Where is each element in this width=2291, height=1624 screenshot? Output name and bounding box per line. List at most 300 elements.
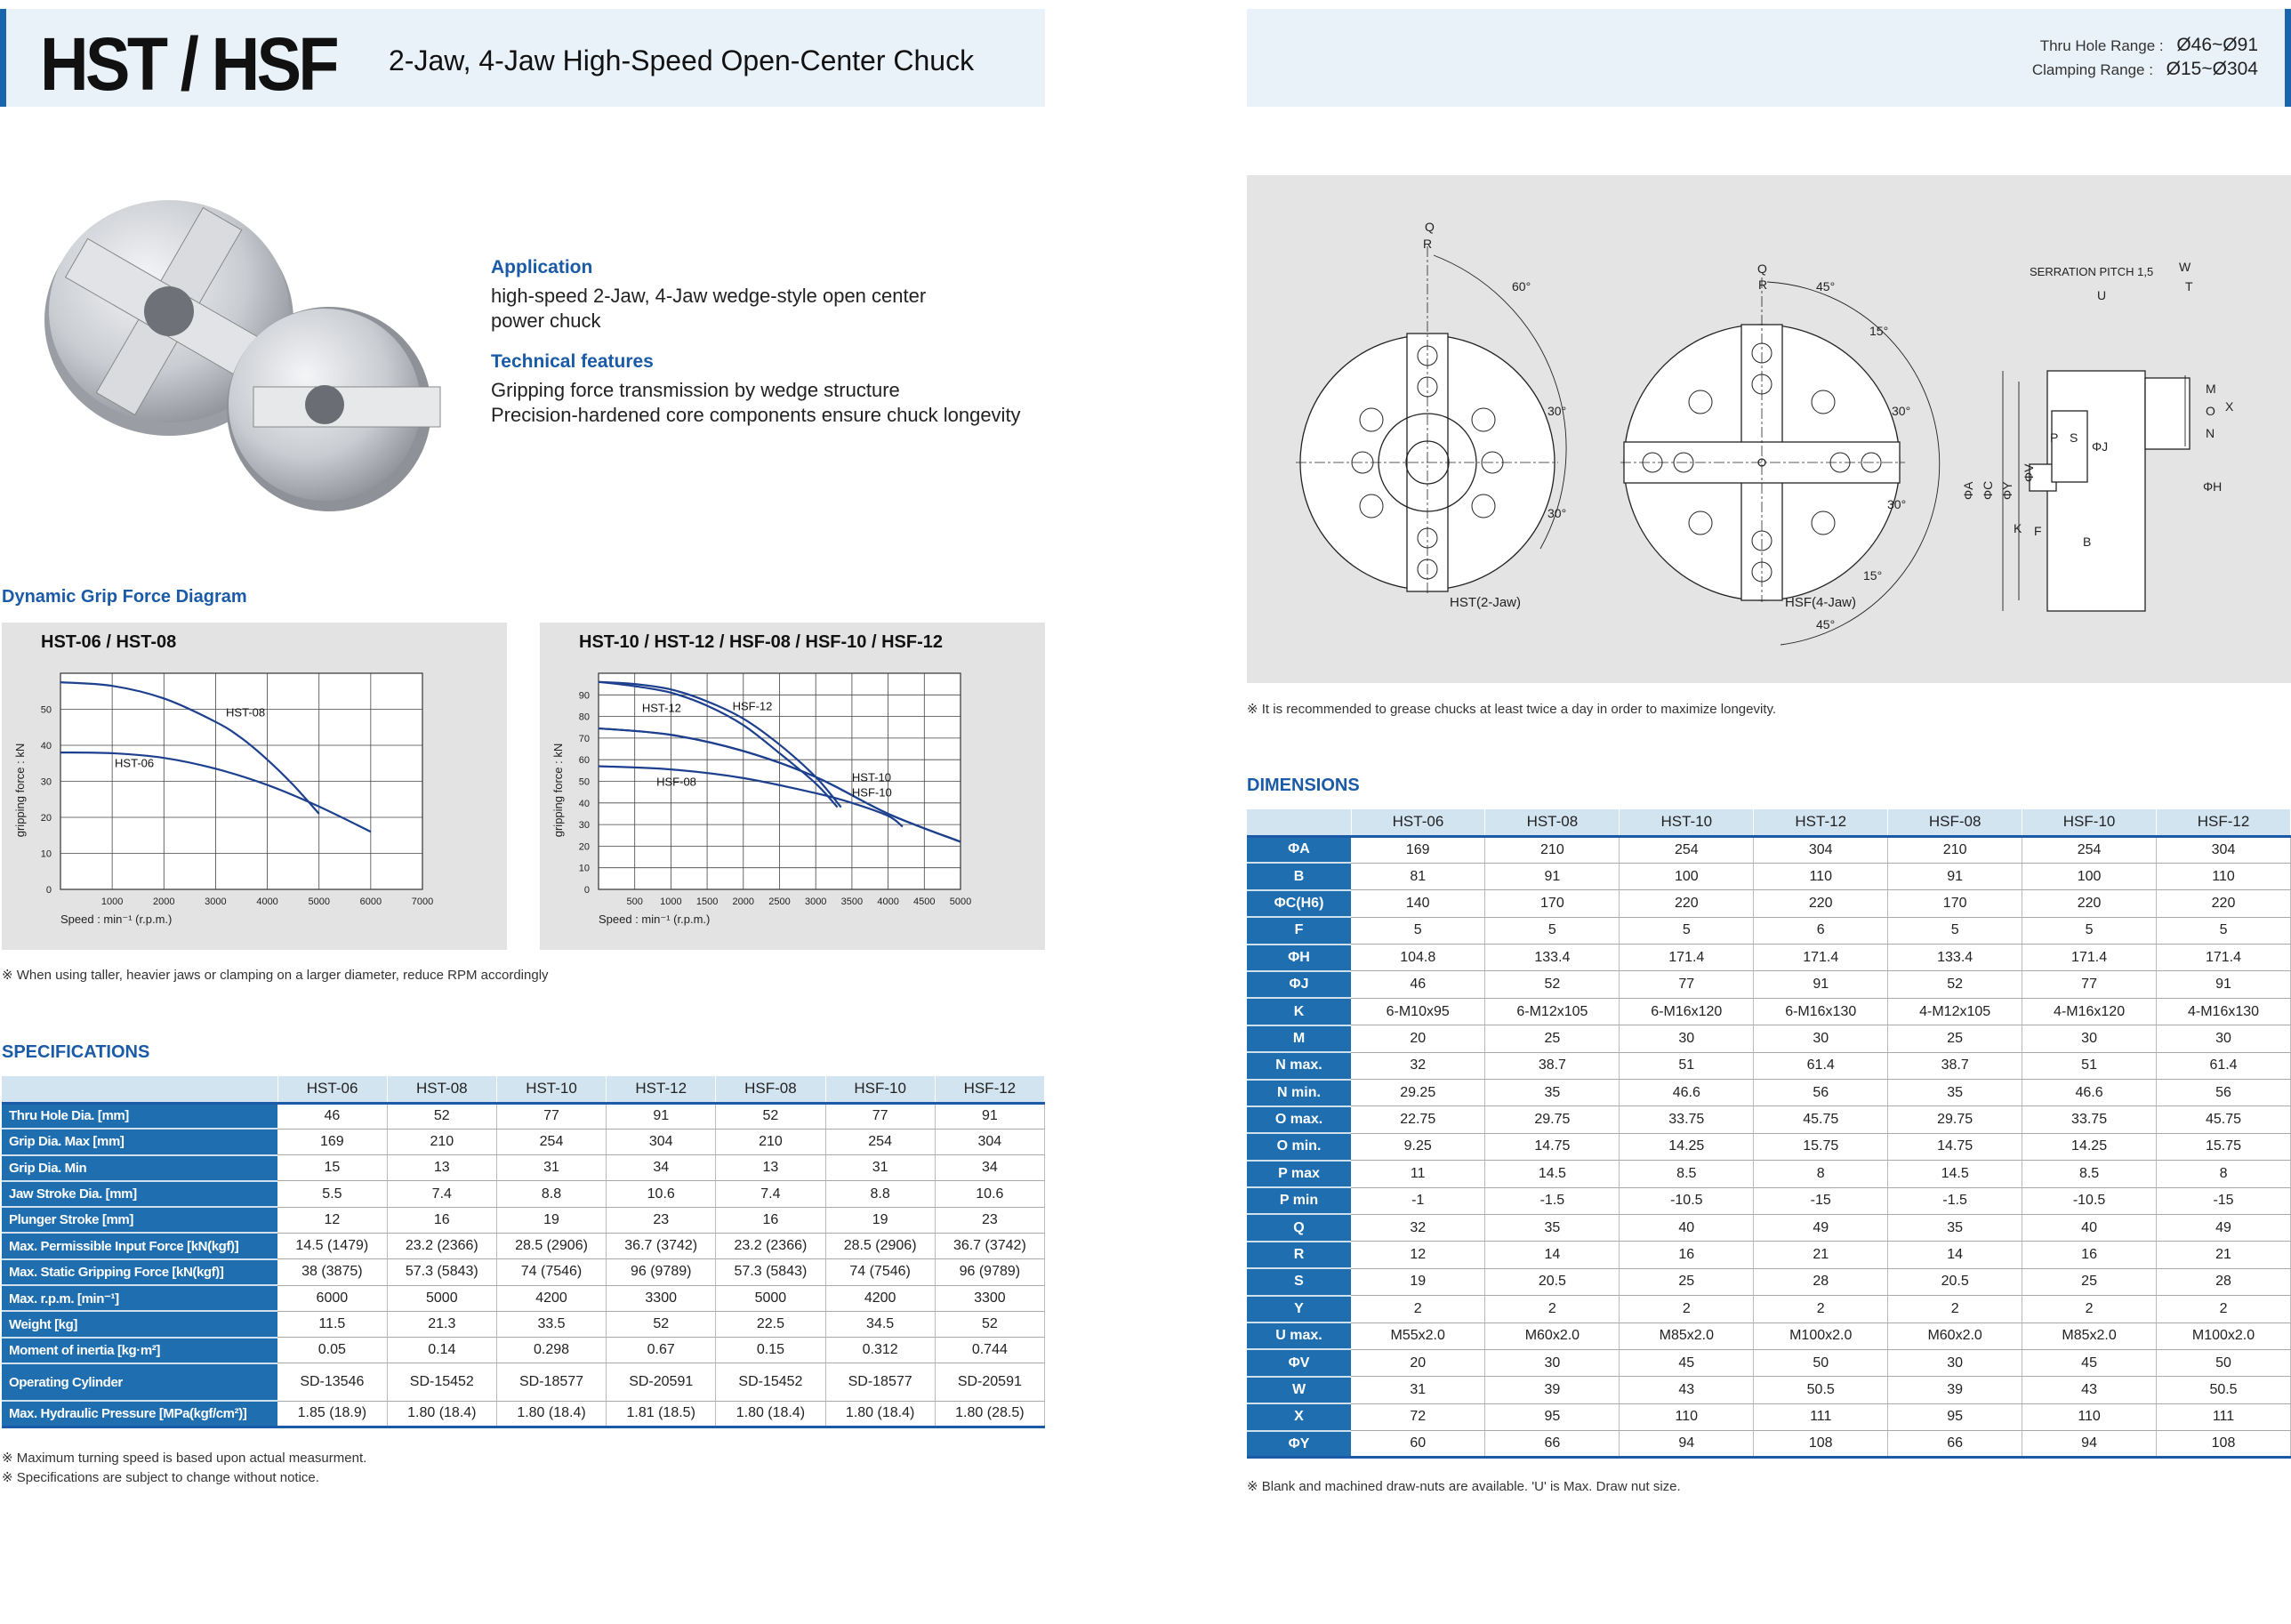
diagram-heading: Dynamic Grip Force Diagram [2,587,247,607]
table-cell: 4-M16x120 [2022,998,2157,1025]
table-cell: 77 [1620,971,1754,998]
table-cell: 14.5 [1888,1161,2022,1187]
table-cell: 22.75 [1351,1106,1485,1133]
table-cell: 12 [277,1207,387,1233]
table-cell: 1.80 (18.4) [825,1401,935,1427]
label-m: M [2206,382,2216,396]
table-cell: 5 [1620,917,1754,944]
table-cell: 43 [1620,1377,1754,1403]
table-cell: 30 [1888,1349,2022,1376]
y-tick-label: 90 [578,690,590,702]
table-cell: 56 [1754,1080,1888,1106]
label-j: ΦJ [2092,439,2109,454]
row-label: Plunger Stroke [mm] [2,1207,277,1233]
table-row [2,1155,1045,1181]
table-cell: 61.4 [2157,1052,2291,1079]
table-cell: 5.5 [277,1181,387,1207]
y-tick-label: 10 [578,863,590,874]
hsf-caption: HSF(4-Jaw) [1785,595,1857,610]
series-label: HST-12 [641,701,681,715]
table-cell: SD-15452 [716,1363,825,1401]
column-header: HST-10 [1620,809,1754,836]
table-cell: 23 [935,1207,1044,1233]
table-cell: 52 [1888,971,2022,998]
table-cell: 7.4 [716,1181,825,1207]
table-cell: 91 [1485,863,1620,889]
table-cell: 171.4 [2157,945,2291,971]
table-cell: 6-M10x95 [1351,998,1485,1025]
application-line: high-speed 2-Jaw, 4-Jaw wedge-style open center [491,285,927,307]
table-cell: 19 [1351,1268,1485,1295]
table-cell: 91 [1754,971,1888,998]
table-cell: 170 [1485,890,1620,917]
table-row [2,1285,1045,1311]
row-label: Q [1247,1214,1351,1241]
table-cell: 169 [277,1129,387,1154]
table-cell: 50 [1754,1349,1888,1376]
series-label: HSF-12 [732,699,773,713]
table-cell: 52 [1485,971,1620,998]
row-label: U max. [1247,1323,1351,1349]
table-cell: 34 [935,1155,1044,1181]
y-tick-label: 40 [40,741,52,752]
table-cell: 14.5 [1485,1161,1620,1187]
table-cell: 11.5 [277,1311,387,1337]
table-cell: 31 [825,1155,935,1181]
table-row [2,1233,1045,1258]
table-cell: 220 [2022,890,2157,917]
row-label: Y [1247,1296,1351,1323]
label-q: Q [1757,261,1767,276]
chart-title: HST-10 / HST-12 / HSF-08 / HSF-10 / HSF-12 [579,632,944,652]
spec-note: ※ Specifications are subject to change without notice. [2,1470,319,1485]
table-cell: 19 [496,1207,606,1233]
table-cell: 33.5 [496,1311,606,1337]
table-cell: 5 [2157,917,2291,944]
table-row [2,1181,1045,1207]
table-cell: 10.6 [607,1181,716,1207]
label-p: P [2050,430,2059,445]
table-cell: 25 [1620,1268,1754,1295]
table-cell: 38.7 [1485,1052,1620,1079]
label-r: R [1423,237,1433,251]
table-cell: 50.5 [1754,1377,1888,1403]
table-cell: M60x2.0 [1485,1323,1620,1349]
row-label: Max. Static Gripping Force [kN(kgf)] [2,1259,277,1285]
table-cell: 2 [2157,1296,2291,1323]
row-label: Jaw Stroke Dia. [mm] [2,1181,277,1207]
table-cell: 210 [1888,836,2022,863]
hst-front-view [1296,220,1566,610]
table-cell: 4-M16x130 [2157,998,2291,1025]
table-row [1247,1025,2291,1052]
table-cell: 108 [1754,1431,1888,1458]
y-tick-label: 50 [40,704,52,716]
table-cell: 81 [1351,863,1485,889]
table-row [2,1338,1045,1363]
table-cell: 25 [2022,1268,2157,1295]
thru-hole-label: Thru Hole Range [2039,37,2156,54]
table-cell: 304 [935,1129,1044,1154]
table-row [1247,1052,2291,1079]
y-tick-label: 80 [578,712,590,723]
table-cell: SD-18577 [496,1363,606,1401]
table-cell: 254 [1620,836,1754,863]
feature-line: Gripping force transmission by wedge structure [491,379,900,401]
table-cell: SD-20591 [935,1363,1044,1401]
table-cell: 46 [1351,971,1485,998]
column-header: HST-12 [1754,809,1888,836]
table-row [1247,863,2291,889]
table-cell: 28 [1754,1268,1888,1295]
table-cell: 8.5 [1620,1161,1754,1187]
table-cell: 49 [2157,1214,2291,1241]
table-cell: 72 [1351,1403,1485,1430]
row-label: Operating Cylinder [2,1363,277,1401]
table-cell: 91 [607,1103,716,1129]
x-tick-label: 4000 [877,896,899,907]
table-cell: 14.75 [1888,1133,2022,1160]
row-label: O max. [1247,1106,1351,1133]
table-row [1247,1377,2291,1403]
range-band [1247,9,2291,107]
table-cell: 30 [2022,1025,2157,1052]
table-row [1247,1403,2291,1430]
label-angle: 15° [1869,324,1889,338]
table-cell: 14.25 [1620,1133,1754,1160]
table-cell: 95 [1888,1403,2022,1430]
y-tick-label: 70 [578,733,590,744]
table-cell: 77 [496,1103,606,1129]
table-cell: 2 [1620,1296,1754,1323]
table-cell: 46.6 [1620,1080,1754,1106]
table-row [2,1103,1045,1129]
label-angle: 30° [1887,497,1907,511]
column-header: HST-10 [496,1076,606,1103]
table-cell: 45 [2022,1349,2157,1376]
diagram-note: ※ When using taller, heavier jaws or clamping on a larger diameter, reduce RPM accordingly [2,968,549,983]
table-cell: 23 [607,1207,716,1233]
series-label: HSF-10 [851,785,892,800]
table-cell: 133.4 [1485,945,1620,971]
column-header: HSF-10 [2022,809,2157,836]
table-cell: 35 [1485,1080,1620,1106]
table-cell: -15 [1754,1187,1888,1214]
application-heading: Application [491,257,593,277]
table-cell: 56 [2157,1080,2291,1106]
table-cell: 12 [1351,1242,1485,1268]
table-cell: 5 [1485,917,1620,944]
dimensions-heading: DIMENSIONS [1247,776,1360,795]
table-cell: 111 [2157,1403,2291,1430]
page-title: HST / HSF [40,22,337,106]
specifications-table [2,1076,1045,1428]
table-cell: 91 [1888,863,2022,889]
table-row [2,1129,1045,1154]
table-cell: 20.5 [1485,1268,1620,1295]
column-header: HSF-08 [1888,809,2022,836]
table-cell: 6000 [277,1285,387,1311]
x-tick-label: 7000 [411,896,434,907]
table-cell: -1.5 [1485,1187,1620,1214]
table-row [1247,1133,2291,1160]
table-cell: 28.5 (2906) [825,1233,935,1258]
x-tick-label: 2500 [768,896,791,907]
table-cell: 52 [935,1311,1044,1337]
clamping-value: Ø15~Ø304 [2166,59,2258,79]
x-tick-label: 3000 [205,896,227,907]
table-cell: 220 [1754,890,1888,917]
table-cell: SD-20591 [607,1363,716,1401]
table-cell: 77 [825,1103,935,1129]
column-header: HSF-12 [935,1076,1044,1103]
table-cell: 61.4 [1754,1052,1888,1079]
row-label: Grip Dia. Max [mm] [2,1129,277,1154]
table-cell: 35 [1888,1080,2022,1106]
table-cell: 4200 [825,1285,935,1311]
table-cell: 111 [1754,1403,1888,1430]
table-cell: 140 [1351,890,1485,917]
table-cell: 52 [716,1103,825,1129]
table-cell: 31 [496,1155,606,1181]
table-cell: 110 [1620,1403,1754,1430]
column-header: HST-06 [1351,809,1485,836]
table-cell: 4200 [496,1285,606,1311]
table-cell: 16 [387,1207,496,1233]
x-tick-label: 3500 [840,896,864,907]
table-row [2,1363,1045,1401]
label-angle: 45° [1816,617,1836,631]
table-cell: -1.5 [1888,1187,2022,1214]
header-corner [2,1076,277,1103]
column-header: HSF-10 [825,1076,935,1103]
table-row [1247,1080,2291,1106]
row-label: S [1247,1268,1351,1295]
table-cell: 50 [2157,1349,2291,1376]
row-label: ΦV [1247,1349,1351,1376]
table-cell: M85x2.0 [2022,1323,2157,1349]
table-row [1247,1268,2291,1295]
table-cell: 60 [1351,1431,1485,1458]
table-cell: 8.8 [825,1181,935,1207]
table-cell: 1.80 (18.4) [496,1401,606,1427]
table-cell: 2 [1888,1296,2022,1323]
table-cell: 32 [1351,1214,1485,1241]
x-tick-label: 1500 [695,896,719,907]
label-c: ΦC [1981,480,1995,500]
table-cell: 16 [1620,1242,1754,1268]
label-angle: 60° [1512,279,1531,293]
table-cell: 39 [1485,1377,1620,1403]
series-label: HST-08 [226,705,266,720]
row-label: X [1247,1403,1351,1430]
table-cell: 14 [1888,1242,2022,1268]
y-tick-label: 0 [583,885,590,896]
table-cell: 6-M12x105 [1485,998,1620,1025]
row-label: ΦC(H6) [1247,890,1351,917]
table-cell: 52 [387,1103,496,1129]
table-cell: 22.5 [716,1311,825,1337]
y-tick-label: 30 [578,820,590,832]
intro-text [491,255,1021,428]
table-cell: 304 [1754,836,1888,863]
table-cell: 20 [1351,1349,1485,1376]
row-label: N min. [1247,1080,1351,1106]
table-cell: 133.4 [1888,945,2022,971]
table-cell: 169 [1351,836,1485,863]
table-cell: 16 [716,1207,825,1233]
thru-hole-value: Ø46~Ø91 [2176,35,2258,55]
table-cell: M55x2.0 [1351,1323,1485,1349]
table-row [1247,917,2291,944]
x-tick-label: 500 [626,896,643,907]
features-heading: Technical features [491,351,654,372]
table-cell: 110 [2022,1403,2157,1430]
table-cell: 20.5 [1888,1268,2022,1295]
table-cell: 29.75 [1485,1106,1620,1133]
table-cell: 45.75 [2157,1106,2291,1133]
table-cell: 0.744 [935,1338,1044,1363]
row-label: P max [1247,1161,1351,1187]
x-tick-label: 4500 [913,896,936,907]
table-cell: 1.80 (18.4) [387,1401,496,1427]
table-cell: 29.25 [1351,1080,1485,1106]
x-tick-label: 5000 [949,896,972,907]
table-row [1247,998,2291,1025]
table-cell: 8 [2157,1161,2291,1187]
table-cell: 32 [1351,1052,1485,1079]
table-cell: 21 [2157,1242,2291,1268]
table-cell: 6-M16x120 [1620,998,1754,1025]
label-a: ΦA [1961,481,1975,500]
table-cell: 2 [1351,1296,1485,1323]
table-cell: 57.3 (5843) [387,1259,496,1285]
row-label: W [1247,1377,1351,1403]
table-row [1247,1106,2291,1133]
y-tick-label: 40 [578,798,590,809]
serration-label: SERRATION PITCH 1,5 [2030,265,2154,278]
table-row [1247,1242,2291,1268]
table-cell: 30 [1620,1025,1754,1052]
table-cell: 5 [1351,917,1485,944]
label-r: R [1758,277,1768,292]
row-label: ΦJ [1247,971,1351,998]
column-header: HST-08 [1485,809,1620,836]
column-header: HST-08 [387,1076,496,1103]
table-cell: 20 [1351,1025,1485,1052]
row-label: F [1247,917,1351,944]
table-cell: 50.5 [2157,1377,2291,1403]
table-cell: 9.25 [1351,1133,1485,1160]
table-cell: 23.2 (2366) [387,1233,496,1258]
table-cell: 52 [607,1311,716,1337]
table-cell: 28 [2157,1268,2291,1295]
table-cell: 0.312 [825,1338,935,1363]
chart-title: HST-06 / HST-08 [41,632,177,652]
table-cell: 171.4 [1754,945,1888,971]
table-cell: 2 [1485,1296,1620,1323]
table-cell: 77 [2022,971,2157,998]
table-row [1247,836,2291,863]
table-cell: 95 [1485,1403,1620,1430]
label-v: ΦV [2022,463,2036,482]
y-tick-label: 30 [40,776,52,788]
side-section-view [1961,260,2234,611]
table-cell: 220 [1620,890,1754,917]
table-cell: -10.5 [1620,1187,1754,1214]
column-header: HST-06 [277,1076,387,1103]
table-cell: 38 (3875) [277,1259,387,1285]
row-label: Max. Permissible Input Force [kN(kgf)] [2,1233,277,1258]
table-cell: 171.4 [2022,945,2157,971]
table-cell: 51 [2022,1052,2157,1079]
table-row [1247,1161,2291,1187]
label-angle: 30° [1547,506,1567,520]
label-y: ΦY [2000,481,2014,500]
table-cell: 220 [2157,890,2291,917]
table-cell: 14.25 [2022,1133,2157,1160]
table-cell: 254 [825,1129,935,1154]
spec-note: ※ Maximum turning speed is based upon actual measurment. [2,1451,367,1466]
table-cell: -10.5 [2022,1187,2157,1214]
range-info: Thru Hole Range : Ø46~Ø91 Clamping Range : Ø15~Ø304 [2031,35,2258,79]
label-angle: 45° [1816,279,1836,293]
x-tick-label: 3000 [804,896,827,907]
table-row [1247,1296,2291,1323]
table-cell: 171.4 [1620,945,1754,971]
label-u: U [2097,288,2107,302]
y-axis-label: gripping force : kN [13,743,27,838]
row-label: ΦA [1247,836,1351,863]
table-cell: 94 [2022,1431,2157,1458]
table-cell: 3300 [607,1285,716,1311]
table-cell: 21 [1754,1242,1888,1268]
table-cell: 304 [607,1129,716,1154]
label-n: N [2206,426,2215,440]
table-cell: 8.5 [2022,1161,2157,1187]
table-row [1247,1187,2291,1214]
table-cell: SD-18577 [825,1363,935,1401]
table-cell: 108 [2157,1431,2291,1458]
label-h: ΦH [2203,479,2223,494]
column-header: HSF-08 [716,1076,825,1103]
series-label: HSF-08 [656,775,696,789]
y-tick-label: 20 [40,813,52,824]
label-k: K [2014,521,2022,535]
table-cell: 91 [2157,971,2291,998]
table-cell: 5 [2022,917,2157,944]
chart-hst10-hsf12 [540,623,1045,950]
table-cell: 254 [496,1129,606,1154]
table-cell: 91 [935,1103,1044,1129]
table-row [2,1207,1045,1233]
table-cell: 16 [2022,1242,2157,1268]
table-cell: 14.5 (1479) [277,1233,387,1258]
table-cell: 29.75 [1888,1106,2022,1133]
product-photo [36,187,445,534]
table-cell: 6-M16x130 [1754,998,1888,1025]
row-label: P min [1247,1187,1351,1214]
table-row [1247,1431,2291,1458]
table-cell: 66 [1888,1431,2022,1458]
column-header: HSF-12 [2157,809,2291,836]
label-q: Q [1425,220,1435,234]
table-cell: 15 [277,1155,387,1181]
series-label: HST-06 [115,756,155,770]
table-cell: 40 [2022,1214,2157,1241]
table-cell: 23.2 (2366) [716,1233,825,1258]
table-cell: 210 [1485,836,1620,863]
